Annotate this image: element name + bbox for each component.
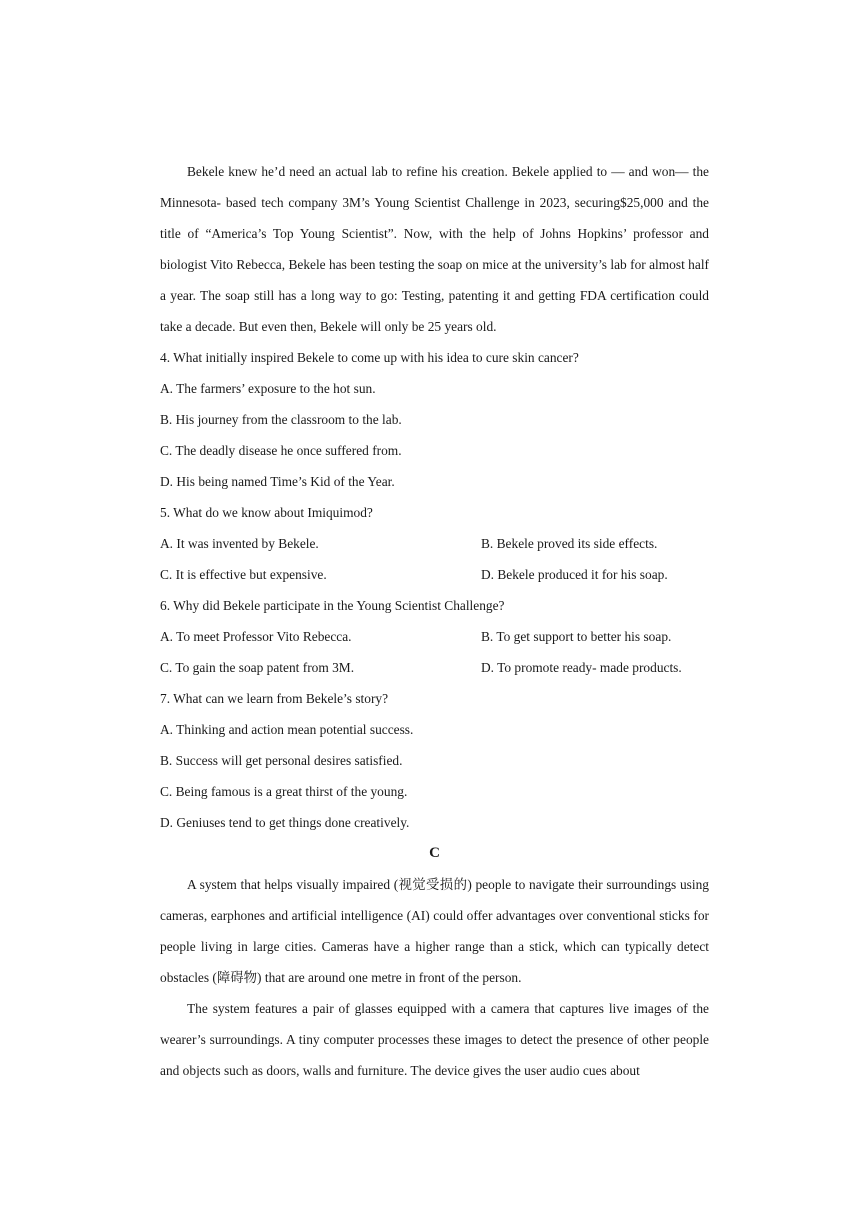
- passage-b-final-paragraph: Bekele knew he’d need an actual lab to refine his creation. Bekele applied to — and won— the Minnesota- based tech company 3M’s Young Scientist Challenge in 2023, securing$25,000 and the title of “America’s Top Young Scientist”. Now, with the help of Johns Hopkins’ professor and biologist Vito Rebecca, Bekele has been testing the soap on mice at the university’s lab for almost half a year. The soap still has a long way to go: Testing, patenting it and getting FDA certification could take a decade. But even then, Bekele will only be 25 years old.: [160, 164, 709, 334]
- question-4-stem: 4. What initially inspired Bekele to come up with his idea to cure skin cancer?: [160, 350, 579, 365]
- question-6-options-row-2: [160, 652, 709, 683]
- question-7-option-a: A. Thinking and action mean potential success.: [160, 722, 414, 737]
- question-5-option-a: A. It was invented by Bekele.: [160, 536, 319, 551]
- question-5-option-b: B. Bekele proved its side effects.: [481, 536, 658, 551]
- question-6-options-row-1: [160, 621, 709, 652]
- question-4-option-a: A. The farmers’ exposure to the hot sun.: [160, 381, 376, 396]
- question-5-options-row-2: [160, 559, 709, 590]
- question-5-option-c: C. It is effective but expensive.: [160, 567, 327, 582]
- question-5-stem: 5. What do we know about Imiquimod?: [160, 505, 373, 520]
- question-4-option-b: B. His journey from the classroom to the lab.: [160, 412, 402, 427]
- question-6-option-b: B. To get support to better his soap.: [481, 629, 672, 644]
- question-5-options-row-1: [160, 528, 709, 559]
- question-5-option-d: D. Bekele produced it for his soap.: [481, 567, 668, 582]
- section-c-heading: C: [429, 845, 440, 861]
- question-7-option-b: B. Success will get personal desires satisfied.: [160, 753, 403, 768]
- question-4-option-c: C. The deadly disease he once suffered from.: [160, 443, 402, 458]
- question-7-option-c: C. Being famous is a great thirst of the young.: [160, 784, 408, 799]
- section-c-paragraph-2: The system features a pair of glasses equipped with a camera that captures live images of the wearer’s surroundings. A tiny computer processes these images to detect the presence of other people and objects such as doors, walls and furniture. The device gives the user audio cues about: [160, 1001, 709, 1078]
- question-4-option-d: D. His being named Time’s Kid of the Year.: [160, 474, 395, 489]
- question-6-option-a: A. To meet Professor Vito Rebecca.: [160, 629, 352, 644]
- question-6-stem: 6. Why did Bekele participate in the Young Scientist Challenge?: [160, 598, 505, 613]
- question-7-stem: 7. What can we learn from Bekele’s story?: [160, 691, 389, 706]
- question-6-option-c: C. To gain the soap patent from 3M.: [160, 660, 355, 675]
- question-7-option-d: D. Geniuses tend to get things done creatively.: [160, 815, 410, 830]
- question-6-option-d: D. To promote ready- made products.: [481, 660, 682, 675]
- exam-page: [160, 156, 709, 1086]
- section-c-paragraph-1: A system that helps visually impaired (视觉受损的) people to navigate their surroundings using cameras, earphones and artificial intelligence (AI) could offer advantages over conventional sticks for people living in large cities. Cameras have a higher range than a stick, which can typically detect obstacles (障碍物) that are around one metre in front of the person.: [160, 877, 709, 985]
